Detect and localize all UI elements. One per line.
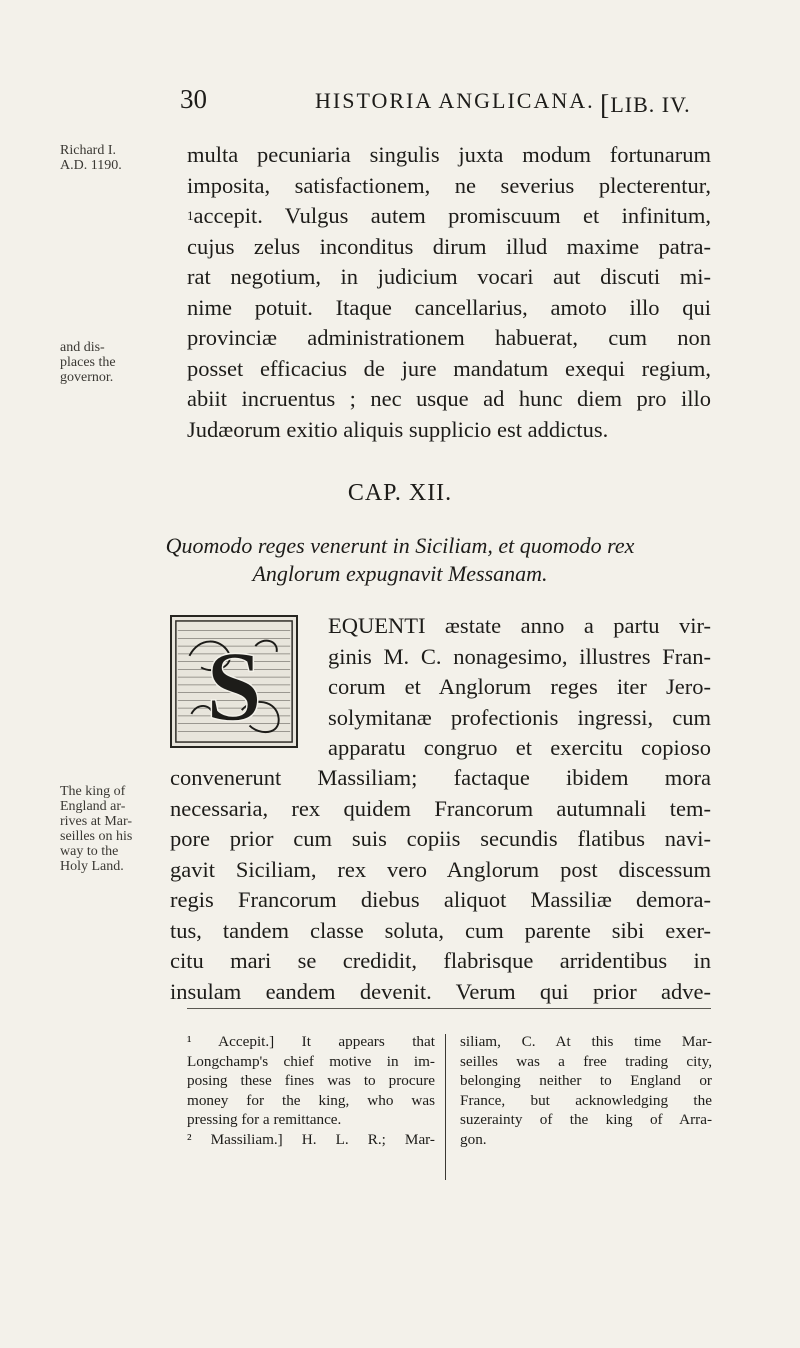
- text-line: tus, tandem classe soluta, cum parente sibi exer-: [170, 917, 711, 943]
- paragraph-2: [170, 763, 711, 1007]
- book-label-text: LIB. IV.: [610, 92, 691, 117]
- text-span: convenerunt Massiliam; factaque ibidem mora: [170, 765, 711, 790]
- footnote-line: siliam, C. At this time Mar-: [460, 1033, 712, 1050]
- text-line: gavit Siciliam, rex vero Anglorum post discessum: [170, 856, 711, 882]
- margin-note-line: England ar-: [60, 799, 126, 814]
- footnote-line: ¹ Accepit.] It appears that: [187, 1033, 435, 1050]
- subtitle-line: Quomodo reges venerunt in Siciliam, et quomodo rex: [165, 533, 635, 558]
- book-label: [LIB. IV.: [600, 90, 691, 121]
- footnote-line: posing these fines was to procure: [187, 1072, 435, 1089]
- text-line: abiit incruentus ; nec usque ad hunc diem pro illo: [187, 386, 711, 411]
- paragraph-1: [187, 140, 711, 445]
- text-line-with-note: [170, 763, 711, 794]
- text-line: solymitanæ profectionis ingressi, cum: [328, 704, 711, 730]
- footnote-line: belonging neither to England or: [460, 1072, 712, 1089]
- paragraph-2-indented: [328, 611, 711, 764]
- text-line: posset efficacius de jure mandatum exequi regium,: [187, 355, 711, 381]
- text-line: pore prior cum suis copiis secundis flatibus navi-: [170, 826, 711, 851]
- footnote-line: France, but acknowledging the: [460, 1091, 712, 1109]
- margin-note-line: way to the: [60, 844, 119, 859]
- text-line: multa pecuniaria singulis juxta modum fortunarum: [187, 142, 711, 167]
- footnote-line: suzerainty of the king of Arra-: [460, 1111, 712, 1128]
- footnote-line: pressing for a remittance.: [187, 1111, 342, 1128]
- chapter-heading: CAP. XII.: [347, 480, 453, 506]
- footnote-line: money for the king, who was: [187, 1091, 435, 1109]
- text-line: rat negotium, in judicium vocari aut discuti mi-: [187, 264, 711, 289]
- margin-note-line: A.D. 1190.: [60, 158, 122, 173]
- decorated-initial: [170, 615, 298, 748]
- subtitle-line: Anglorum expugnavit Messanam.: [252, 561, 548, 586]
- footnotes: [187, 1032, 711, 1202]
- text-line: citu mari se credidit, flabrisque arridentibus in: [170, 948, 711, 973]
- margin-note-line: seilles on his: [60, 829, 133, 844]
- margin-note-line: places the: [60, 355, 116, 370]
- margin-note-line: Holy Land.: [60, 859, 124, 874]
- running-title: HISTORIA ANGLICANA.: [315, 88, 595, 113]
- margin-note-line: rives at Mar-: [60, 814, 133, 829]
- text-line: necessaria, rex quidem Francorum autumnali tem-: [170, 795, 711, 821]
- margin-note-line: governor.: [60, 370, 114, 385]
- text-line: EQUENTI æstate anno a partu vir-: [328, 613, 711, 638]
- text-line: provinciæ administrationem habuerat, cum non: [187, 325, 711, 350]
- margin-note-line: Richard I.: [60, 143, 116, 158]
- margin-note-reign: [60, 143, 142, 173]
- text-line: nime potuit. Itaque cancellarius, amoto illo qui: [187, 294, 711, 320]
- footnote-line: ² Massiliam.] H. L. R.; Mar-: [187, 1130, 435, 1148]
- text-line: ginis M. C. nonagesimo, illustres Fran-: [328, 643, 711, 669]
- footnote-line: Longchamp's chief motive in im-: [187, 1052, 435, 1070]
- text-line: regis Francorum diebus aliquot Massiliæ demora-: [170, 887, 711, 912]
- text-line: cujus zelus inconditus dirum illud maxime patra-: [187, 233, 711, 259]
- text-line-with-note: [187, 201, 711, 232]
- footnote-divider: [187, 1008, 711, 1009]
- text-span: accepit. Vulgus autem promiscuum et infinitum,: [193, 203, 711, 228]
- footnote-column-left: [187, 1032, 435, 1149]
- footnote-ref[interactable]: 1: [187, 208, 194, 223]
- text-line: insulam eandem devenit. Verum qui prior adve-: [170, 978, 711, 1004]
- margin-note-governor: [60, 340, 142, 385]
- page-number: 30: [180, 84, 207, 114]
- text-line: corum et Anglorum reges iter Jero-: [328, 674, 711, 699]
- margin-note-king-arrives: [60, 784, 142, 874]
- text-line: apparatu congruo et exercitu copioso: [328, 735, 711, 760]
- running-head: [0, 84, 800, 124]
- footnote-line: seilles was a free trading city,: [460, 1052, 712, 1070]
- ornament-s-icon: [172, 617, 296, 746]
- text-line: Judæorum exitio aliquis supplicio est addictus.: [187, 416, 609, 442]
- footnote-line: gon.: [460, 1130, 487, 1148]
- margin-note-line: The king of: [60, 784, 126, 799]
- chapter-subtitle: [0, 532, 800, 588]
- initial-letter: S: [205, 629, 263, 742]
- margin-note-line: and dis-: [60, 340, 105, 355]
- column-divider: [445, 1034, 446, 1180]
- text-line: imposita, satisfactionem, ne severius plecterentur,: [187, 172, 711, 198]
- footnote-column-right: [460, 1032, 712, 1149]
